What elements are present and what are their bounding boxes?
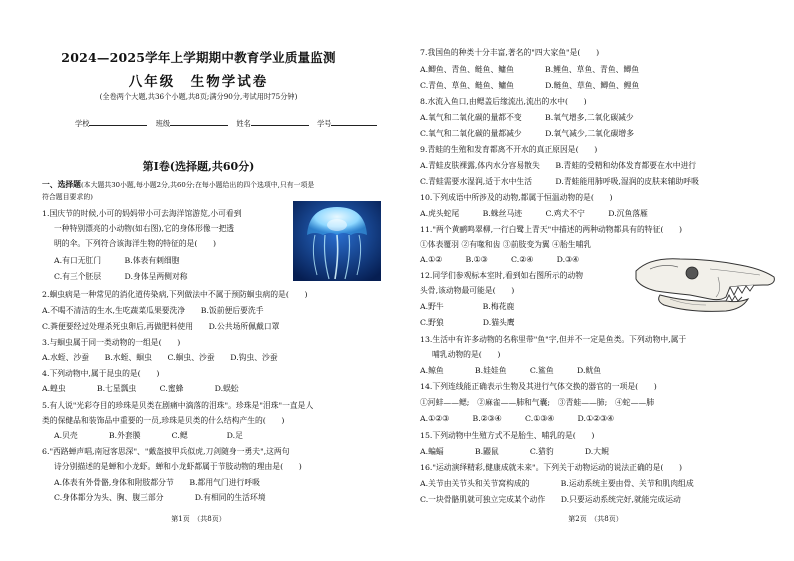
question-line: 5.有人说"光彩夺目的珍珠是贝类在剧痛中滴落的泪珠"。珍珠是"泪珠"一直是人 [42, 401, 314, 410]
option-line: C.有三个胚层 D.身体呈两侧对称 [54, 272, 188, 281]
option-line: C.野狼 D.猫头鹰 [420, 318, 515, 327]
option-line: A.蝙蝠 B.鼹鼠 C.猎豹 D.大鲵 [420, 447, 609, 456]
class-blank [170, 117, 228, 126]
school-blank [89, 117, 147, 126]
question-line: 诗分别描述的是蝉和小龙虾。蝉和小龙虾都属于节肢动物的理由是( ) [54, 462, 302, 471]
question-line: 明的伞。下列符合该海洋生物的特征的是( ) [54, 239, 217, 248]
number-blank [331, 117, 377, 126]
option-line: A.①②③ B.②③④ C.①③④ D.①②③④ [420, 414, 614, 423]
option-line: C.氧气和二氧化碳的量都减少 D.氧气减少,二氧化碳增多 [420, 129, 635, 138]
question-line: 13.生活中有许多动物的名称里带"鱼"字,但并不一定是鱼类。下列动物中,属于 [420, 335, 687, 344]
option-line: A.①② B.①③ C.②④ D.③④ [420, 255, 580, 264]
name-blank [251, 117, 309, 126]
question-line: 9.青蛙的生殖和发育都离不开水的真正原因是( ) [420, 145, 598, 154]
question-line: 7.我国鱼的种类十分丰富,著名的"四大家鱼"是( ) [420, 48, 600, 57]
option-line: A.贝壳 B.外套膜 C.鳃 D.足 [54, 431, 243, 440]
option-line: C.一块骨骼肌就可独立完成某个动作 D.只要运动系统完好,就能完成运动 [420, 495, 681, 504]
question-line: 14.下列连线能正确表示生物及其进行气体交换的器官的一项是( ) [420, 382, 657, 391]
option-line: A.青蛙皮肤裸露,体内水分容易散失 B.青蛙的受精和幼体发育都要在水中进行 [420, 161, 697, 170]
page-footer: 第2页 （共8页） [568, 515, 623, 523]
question-line: 哺乳动物的是( ) [432, 350, 501, 359]
question-line: 4.下列动物中,属于昆虫的是( ) [42, 369, 160, 378]
question-line: 10.下列成语中所涉及的动物,都属于恒温动物的是( ) [420, 193, 613, 202]
statement-line: ①河蚌——鳃; ②麻雀——肺和气囊; ③青蛙——肺; ④蛇——肺 [420, 398, 654, 407]
part-heading [42, 180, 314, 190]
part-note-2: 符合题目要求的) [42, 193, 93, 201]
name-label: 姓名 [236, 119, 251, 128]
section-title: 第Ⅰ卷(选择题,共60分) [142, 160, 255, 173]
question-line: 12.同学们参观标本室时,看到如右图所示的动物 [420, 271, 584, 280]
question-line: 类的保健品和装饰品中重要的一员,珍珠是贝类的什么结构产生的( ) [42, 416, 285, 425]
class-label: 班级 [155, 119, 171, 128]
question-line: 1.国庆节的时候,小可的妈妈带小可去海洋馆游览,小可看到 [42, 209, 242, 218]
option-line: A.有口无肛门 B.体表有刺细胞 [54, 256, 180, 265]
wolf-skull-image [630, 251, 780, 319]
option-line: A.鲸鱼 B.娃娃鱼 C.鲨鱼 D.鱿鱼 [420, 366, 602, 375]
option-line: A.水蛭、沙蚕 B.水蛭、蛔虫 C.蛔虫、沙蚕 D.钩虫、沙蚕 [42, 353, 278, 362]
statement-line: ①体表覆羽 ②有喙和齿 ③前肢变为翼 ④胎生哺乳 [420, 240, 592, 249]
question-line: 3.与蛔虫属于同一类动物的一组是( ) [42, 338, 181, 347]
question-line: 16."运动演绎精彩,健康成就未来"。下列关于动物运动的说法正确的是( ) [420, 463, 683, 472]
school-label: 学校 [75, 119, 90, 128]
question-line: 11."两个黄鹂鸣翠柳,一行白鹭上青天"中描述的两种动物都具有的特征( ) [420, 225, 683, 234]
option-line: A.关节由关节头和关节窝构成的 B.运动系统主要由骨、关节和肌肉组成 [420, 479, 694, 488]
question-line: 一种特别漂亮的小动物(如右图),它的身体形像一把透 [54, 224, 235, 233]
option-line: A.氧气和二氧化碳的量都不变 B.氧气增多,二氧化碳减少 [420, 113, 634, 122]
question-line: 2.蛔虫病是一种常见的消化道传染病,下列做法中不属于预防蛔虫病的是( ) [42, 290, 308, 299]
option-line: C.青蛙需要水湿润,适于水中生活 D.青蛙能用肺呼吸,湿润的皮肤来辅助呼吸 [420, 177, 699, 186]
option-line: A.不喝不清洁的生水,生吃蔬菜瓜果要洗净 B.饭前便后要洗手 [42, 306, 264, 315]
jellyfish-image [293, 201, 381, 281]
question-line: 6."西路蝉声唱,南冠客思深"、"戴盔披甲兵似虎,刀剑随身一勇夫",这两句 [42, 447, 290, 456]
question-line: 8.水流入鱼口,由鳃盖后缘流出,流出的水中( ) [420, 97, 587, 106]
question-line: 15.下列动物中生殖方式不是胎生、哺乳的是( ) [420, 431, 595, 440]
part-note: (本大题共30小题,每小题2分,共60分;在每小题给出的四个选项中,只有一项是 [80, 181, 315, 189]
question-line: 头骨,该动物最可能是( ) [420, 286, 515, 295]
option-line: A.体表有外骨骼,身体和附肢都分节 B.都用气门进行呼吸 [54, 478, 260, 487]
option-line: A.蝗虫 B.七星瓢虫 C.蜜蜂 D.蜈蚣 [42, 384, 239, 393]
number-label: 学号 [317, 119, 332, 128]
option-line: C.粪便要经过处理杀死虫卵后,再做肥料使用 D.公共场所佩戴口罩 [42, 322, 280, 331]
option-line: A.野牛 B.梅花鹿 [420, 302, 515, 311]
exam-title: 2024—2025学年上学期期中教育学业质量监测 [61, 50, 336, 65]
option-line: C.身体都分为头、胸、腹三部分 D.有相同的生活环境 [54, 493, 266, 502]
student-info-row [75, 117, 383, 129]
part-label: 一、选择题 [42, 180, 81, 189]
exam-subtitle: 八年级 生物学试卷 [128, 74, 269, 90]
wolf-skull-icon [630, 251, 780, 319]
page-footer: 第1页 （共8页） [171, 515, 226, 523]
jellyfish-icon [293, 201, 381, 281]
option-line: A.虎头蛇尾 B.蛛丝马迹 C.鸡犬不宁 D.沉鱼落雁 [420, 209, 648, 218]
option-line: A.鲫鱼、青鱼、鲢鱼、鳙鱼 B.鲤鱼、草鱼、青鱼、鲫鱼 [420, 65, 640, 74]
exam-instructions: (全卷两个大题,共36个小题,共8页;满分90分,考试用时75分钟) [99, 92, 298, 101]
option-line: C.青鱼、草鱼、鲢鱼、鳙鱼 D.鲢鱼、草鱼、鲫鱼、鲤鱼 [420, 81, 640, 90]
